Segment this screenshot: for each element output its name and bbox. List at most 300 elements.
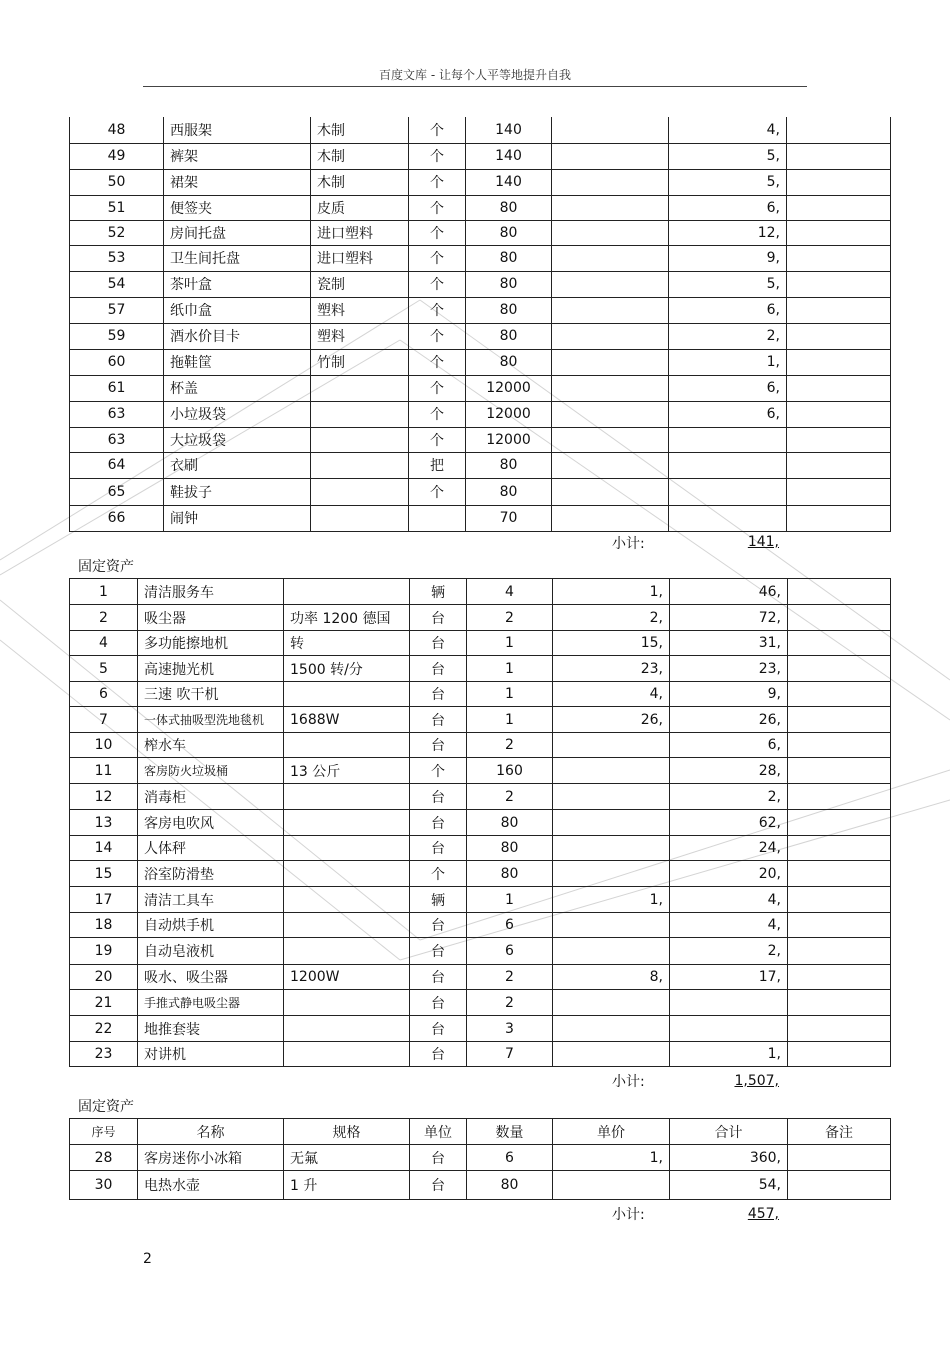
cell-unit-price	[553, 1042, 670, 1067]
table-row	[70, 271, 891, 297]
cell-qty: 2	[467, 784, 553, 810]
cell-unit-price	[553, 836, 670, 861]
cell-total: 23,	[670, 656, 788, 682]
cell-total: 12,	[669, 220, 787, 245]
cell-name: 酒水价目卡	[164, 323, 311, 349]
cell-unit-price	[552, 505, 669, 531]
cell-total: 28,	[670, 758, 788, 784]
header-unit-price: 单价	[553, 1119, 670, 1145]
cell-unit-price: 1,	[553, 1145, 670, 1171]
cell-name: 清洁工具车	[138, 887, 284, 913]
cell-qty: 80	[467, 836, 553, 861]
cell-note	[787, 401, 891, 427]
cell-unit: 辆	[410, 887, 467, 913]
cell-spec	[284, 579, 410, 605]
cell-note	[788, 656, 891, 682]
cell-unit-price	[552, 195, 669, 220]
cell-spec	[284, 1016, 410, 1042]
cell-total: 20,	[670, 861, 788, 887]
cell-unit: 台	[410, 1042, 467, 1067]
cell-unit: 个	[409, 297, 466, 323]
cell-unit: 台	[410, 605, 467, 631]
cell-index: 65	[70, 478, 164, 505]
cell-unit-price	[552, 323, 669, 349]
cell-name: 拖鞋筐	[164, 349, 311, 375]
table-row	[70, 579, 891, 605]
cell-qty: 1	[467, 887, 553, 913]
cell-unit-price	[552, 452, 669, 478]
cell-total	[670, 1016, 788, 1042]
fixed-assets-table-2	[69, 1118, 891, 1200]
cell-qty: 2	[467, 965, 553, 990]
table-row	[70, 195, 891, 220]
cell-qty: 1	[467, 682, 553, 707]
cell-unit-price	[553, 861, 670, 887]
cell-total: 2,	[669, 323, 787, 349]
cell-index: 52	[70, 220, 164, 245]
table-row	[70, 836, 891, 861]
cell-note	[787, 427, 891, 452]
cell-index: 61	[70, 375, 164, 401]
cell-name: 客房电吹风	[138, 810, 284, 836]
cell-unit: 个	[410, 861, 467, 887]
cell-note	[787, 220, 891, 245]
cell-name: 鞋拔子	[164, 478, 311, 505]
cell-spec: 转	[284, 631, 410, 656]
cell-unit: 个	[409, 169, 466, 195]
subtotal-label-3: 小计:	[612, 1207, 645, 1223]
cell-total	[669, 427, 787, 452]
cell-note	[787, 271, 891, 297]
cell-spec	[284, 1042, 410, 1067]
page-header: 百度文库 - 让每个人平等地提升自我	[379, 68, 571, 82]
cell-index: 49	[70, 143, 164, 169]
cell-total: 6,	[669, 401, 787, 427]
cell-unit: 台	[410, 913, 467, 938]
cell-name: 卫生间托盘	[164, 245, 311, 271]
cell-unit-price	[552, 245, 669, 271]
cell-note	[788, 1171, 891, 1200]
cell-note	[787, 323, 891, 349]
cell-spec: 无氟	[284, 1145, 410, 1171]
cell-spec	[284, 938, 410, 965]
cell-unit-price	[553, 1171, 670, 1200]
cell-note	[788, 631, 891, 656]
page-number: 2	[143, 1251, 152, 1267]
cell-index: 1	[70, 579, 138, 605]
cell-note	[787, 245, 891, 271]
cell-unit: 把	[409, 452, 466, 478]
header-qty: 数量	[467, 1119, 553, 1145]
cell-name: 浴室防滑垫	[138, 861, 284, 887]
cell-unit-price	[552, 220, 669, 245]
cell-name: 自动皂液机	[138, 938, 284, 965]
table-row	[70, 143, 891, 169]
table-row	[70, 887, 891, 913]
cell-unit-price	[553, 990, 670, 1016]
cell-unit-price	[552, 349, 669, 375]
cell-name: 手推式静电吸尘器	[138, 990, 284, 1016]
cell-spec	[284, 861, 410, 887]
table-row	[70, 784, 891, 810]
cell-unit: 个	[409, 401, 466, 427]
cell-unit: 个	[409, 245, 466, 271]
cell-note	[788, 784, 891, 810]
cell-note	[787, 375, 891, 401]
cell-unit-price	[553, 913, 670, 938]
cell-index: 18	[70, 913, 138, 938]
cell-unit: 个	[409, 478, 466, 505]
cell-total: 6,	[669, 297, 787, 323]
cell-spec: 13 公斤	[284, 758, 410, 784]
cell-unit: 台	[410, 1171, 467, 1200]
supplies-table	[69, 117, 891, 532]
cell-total: 54,	[670, 1171, 788, 1200]
cell-note	[787, 117, 891, 143]
cell-unit-price: 15,	[553, 631, 670, 656]
cell-qty: 12000	[466, 401, 552, 427]
cell-unit-price	[553, 733, 670, 758]
cell-qty: 7	[467, 1042, 553, 1067]
cell-name: 纸巾盒	[164, 297, 311, 323]
cell-qty: 80	[466, 245, 552, 271]
cell-spec	[311, 427, 409, 452]
cell-total: 24,	[670, 836, 788, 861]
cell-index: 15	[70, 861, 138, 887]
cell-name: 便签夹	[164, 195, 311, 220]
cell-unit-price	[552, 427, 669, 452]
cell-unit	[409, 505, 466, 531]
cell-index: 60	[70, 349, 164, 375]
cell-note	[788, 836, 891, 861]
cell-total	[669, 478, 787, 505]
cell-index: 63	[70, 427, 164, 452]
cell-spec	[284, 784, 410, 810]
cell-name: 高速抛光机	[138, 656, 284, 682]
table-row	[70, 323, 891, 349]
cell-index: 30	[70, 1171, 138, 1200]
cell-unit-price: 2,	[553, 605, 670, 631]
cell-spec: 塑料	[311, 323, 409, 349]
cell-name: 电热水壶	[138, 1171, 284, 1200]
cell-index: 19	[70, 938, 138, 965]
cell-spec	[311, 478, 409, 505]
cell-spec: 功率 1200 德国	[284, 605, 410, 631]
cell-unit: 台	[410, 682, 467, 707]
header-note: 备注	[788, 1119, 891, 1145]
cell-name: 消毒柜	[138, 784, 284, 810]
cell-qty: 80	[467, 810, 553, 836]
cell-total: 4,	[670, 887, 788, 913]
cell-total: 31,	[670, 631, 788, 656]
cell-index: 28	[70, 1145, 138, 1171]
cell-spec	[284, 887, 410, 913]
cell-note	[787, 143, 891, 169]
cell-unit: 台	[410, 836, 467, 861]
table-row	[70, 297, 891, 323]
cell-name: 裤架	[164, 143, 311, 169]
cell-spec: 木制	[311, 117, 409, 143]
cell-unit-price	[552, 478, 669, 505]
cell-spec	[284, 913, 410, 938]
cell-total: 6,	[670, 733, 788, 758]
cell-unit: 个	[409, 143, 466, 169]
cell-note	[787, 452, 891, 478]
cell-qty: 1	[467, 656, 553, 682]
cell-name: 房间托盘	[164, 220, 311, 245]
cell-spec: 1688W	[284, 707, 410, 733]
cell-name: 吸水、吸尘器	[138, 965, 284, 990]
cell-note	[788, 1042, 891, 1067]
cell-note	[788, 810, 891, 836]
cell-spec: 木制	[311, 143, 409, 169]
cell-index: 48	[70, 117, 164, 143]
cell-total: 1,	[669, 349, 787, 375]
cell-unit-price: 23,	[553, 656, 670, 682]
table-row	[70, 505, 891, 531]
cell-note	[787, 505, 891, 531]
section-label-fixed-assets-1: 固定资产	[78, 559, 134, 575]
cell-unit: 个	[409, 195, 466, 220]
cell-spec: 1 升	[284, 1171, 410, 1200]
cell-unit: 台	[410, 784, 467, 810]
table-row	[70, 810, 891, 836]
cell-spec	[311, 401, 409, 427]
cell-total	[669, 452, 787, 478]
cell-qty: 2	[467, 990, 553, 1016]
cell-index: 4	[70, 631, 138, 656]
header-divider	[143, 86, 807, 87]
cell-note	[788, 990, 891, 1016]
cell-qty: 80	[466, 220, 552, 245]
cell-name: 一体式抽吸型洗地毯机	[138, 707, 284, 733]
cell-note	[788, 733, 891, 758]
subtotal-label-1: 小计:	[612, 536, 645, 552]
cell-index: 51	[70, 195, 164, 220]
cell-index: 50	[70, 169, 164, 195]
cell-unit-price	[552, 169, 669, 195]
cell-note	[788, 861, 891, 887]
cell-name: 自动烘手机	[138, 913, 284, 938]
cell-qty: 80	[467, 1171, 553, 1200]
cell-total: 9,	[670, 682, 788, 707]
cell-unit: 个	[409, 323, 466, 349]
table-row	[70, 605, 891, 631]
cell-qty: 1	[467, 631, 553, 656]
cell-index: 53	[70, 245, 164, 271]
cell-index: 12	[70, 784, 138, 810]
cell-name: 三速 吹干机	[138, 682, 284, 707]
cell-unit: 个	[409, 427, 466, 452]
cell-unit: 台	[410, 810, 467, 836]
cell-unit: 个	[409, 117, 466, 143]
header-spec: 规格	[284, 1119, 410, 1145]
cell-unit-price	[553, 1016, 670, 1042]
cell-spec: 木制	[311, 169, 409, 195]
cell-note	[788, 707, 891, 733]
cell-unit: 台	[410, 938, 467, 965]
cell-note	[788, 605, 891, 631]
cell-unit: 个	[409, 220, 466, 245]
cell-qty: 80	[466, 297, 552, 323]
table-row	[70, 1016, 891, 1042]
cell-unit-price: 1,	[553, 887, 670, 913]
cell-qty: 6	[467, 938, 553, 965]
cell-unit-price	[552, 271, 669, 297]
table-row	[70, 938, 891, 965]
cell-unit: 辆	[410, 579, 467, 605]
cell-name: 榨水车	[138, 733, 284, 758]
table-row	[70, 401, 891, 427]
cell-qty: 1	[467, 707, 553, 733]
cell-unit-price	[552, 117, 669, 143]
cell-total: 2,	[670, 784, 788, 810]
cell-unit: 个	[409, 375, 466, 401]
cell-note	[788, 758, 891, 784]
cell-qty: 2	[467, 605, 553, 631]
cell-note	[788, 965, 891, 990]
table-row	[70, 220, 891, 245]
table-row	[70, 169, 891, 195]
cell-total: 17,	[670, 965, 788, 990]
cell-qty: 140	[466, 117, 552, 143]
cell-spec: 1200W	[284, 965, 410, 990]
cell-name: 客房防火垃圾桶	[138, 758, 284, 784]
table-row	[70, 1042, 891, 1067]
cell-unit: 个	[409, 271, 466, 297]
cell-spec: 进口塑料	[311, 220, 409, 245]
cell-note	[787, 478, 891, 505]
cell-total: 1,	[670, 1042, 788, 1067]
table-row	[70, 1171, 891, 1200]
cell-name: 茶叶盒	[164, 271, 311, 297]
table-row	[70, 375, 891, 401]
cell-unit: 台	[410, 656, 467, 682]
cell-total: 26,	[670, 707, 788, 733]
cell-qty: 80	[466, 478, 552, 505]
cell-note	[788, 682, 891, 707]
table-row	[70, 452, 891, 478]
header-index: 序号	[70, 1119, 138, 1145]
cell-index: 13	[70, 810, 138, 836]
cell-spec	[284, 733, 410, 758]
cell-total: 2,	[670, 938, 788, 965]
table-row	[70, 656, 891, 682]
table-row	[70, 427, 891, 452]
cell-name: 地推套装	[138, 1016, 284, 1042]
cell-qty: 70	[466, 505, 552, 531]
cell-unit: 台	[410, 631, 467, 656]
cell-index: 63	[70, 401, 164, 427]
cell-unit: 个	[409, 349, 466, 375]
cell-index: 64	[70, 452, 164, 478]
cell-qty: 2	[467, 733, 553, 758]
cell-qty: 6	[467, 913, 553, 938]
cell-name: 吸尘器	[138, 605, 284, 631]
cell-note	[788, 938, 891, 965]
cell-unit: 台	[410, 1145, 467, 1171]
cell-qty: 140	[466, 143, 552, 169]
cell-index: 10	[70, 733, 138, 758]
cell-unit-price	[553, 810, 670, 836]
cell-note	[787, 169, 891, 195]
cell-total: 62,	[670, 810, 788, 836]
cell-name: 多功能擦地机	[138, 631, 284, 656]
table-row	[70, 758, 891, 784]
cell-qty: 80	[466, 195, 552, 220]
cell-qty: 12000	[466, 427, 552, 452]
cell-name: 客房迷你小冰箱	[138, 1145, 284, 1171]
cell-unit-price	[553, 784, 670, 810]
section-label-fixed-assets-2: 固定资产	[78, 1099, 134, 1115]
cell-note	[788, 1145, 891, 1171]
table-row	[70, 245, 891, 271]
cell-note	[788, 887, 891, 913]
cell-total: 46,	[670, 579, 788, 605]
cell-name: 裙架	[164, 169, 311, 195]
cell-qty: 140	[466, 169, 552, 195]
subtotal-value-1: 141,	[747, 534, 779, 550]
cell-name: 对讲机	[138, 1042, 284, 1067]
cell-total: 4,	[670, 913, 788, 938]
cell-index: 7	[70, 707, 138, 733]
cell-qty: 3	[467, 1016, 553, 1042]
cell-qty: 160	[467, 758, 553, 784]
subtotal-value-3: 457,	[747, 1206, 779, 1222]
cell-unit-price	[553, 758, 670, 784]
cell-spec: 1500 转/分	[284, 656, 410, 682]
cell-qty: 80	[466, 452, 552, 478]
cell-unit: 台	[410, 733, 467, 758]
cell-unit-price	[552, 401, 669, 427]
cell-index: 2	[70, 605, 138, 631]
cell-index: 22	[70, 1016, 138, 1042]
cell-unit-price: 26,	[553, 707, 670, 733]
cell-qty: 6	[467, 1145, 553, 1171]
table-row	[70, 631, 891, 656]
cell-spec	[284, 836, 410, 861]
cell-index: 59	[70, 323, 164, 349]
table-row	[70, 733, 891, 758]
cell-unit: 台	[410, 965, 467, 990]
cell-spec: 进口塑料	[311, 245, 409, 271]
cell-name: 大垃圾袋	[164, 427, 311, 452]
header-total: 合计	[670, 1119, 788, 1145]
table-row	[70, 990, 891, 1016]
cell-total: 6,	[669, 195, 787, 220]
cell-spec	[311, 452, 409, 478]
cell-spec	[311, 505, 409, 531]
cell-unit: 台	[410, 990, 467, 1016]
cell-spec	[311, 375, 409, 401]
table-row	[70, 965, 891, 990]
cell-index: 17	[70, 887, 138, 913]
cell-unit: 个	[410, 758, 467, 784]
cell-spec: 塑料	[311, 297, 409, 323]
cell-qty: 80	[466, 271, 552, 297]
cell-unit: 台	[410, 1016, 467, 1042]
header-unit: 单位	[410, 1119, 467, 1145]
cell-unit-price: 1,	[553, 579, 670, 605]
cell-total: 5,	[669, 271, 787, 297]
cell-index: 20	[70, 965, 138, 990]
cell-note	[788, 1016, 891, 1042]
cell-name: 衣刷	[164, 452, 311, 478]
cell-qty: 80	[467, 861, 553, 887]
cell-note	[787, 297, 891, 323]
cell-index: 6	[70, 682, 138, 707]
cell-index: 54	[70, 271, 164, 297]
